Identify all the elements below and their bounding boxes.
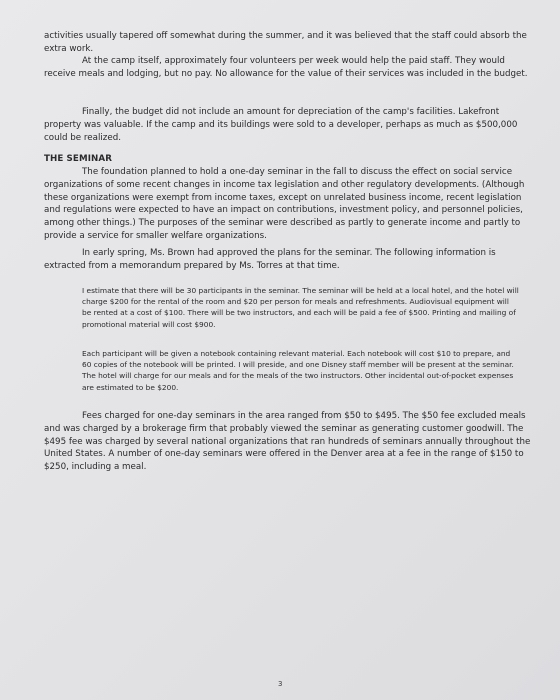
memo-paragraph-notebooks: Each participant will be given a notebook containing relevant material. Each notebook will cost $10 to prepare, and 60 copies of the notebook will be printed. I will preside, and one Disney staff member will be present at the seminar. The hotel will charge for our meals and for the meals of the two instructors. Other incidental out-of-pocket expenses are estimated to be $200.: [82, 349, 514, 392]
paragraph-fees: Fees charged for one-day seminars in the area ranged from $50 to $495. The $50 fee excluded meals and was charged by a brokerage firm that probably viewed the seminar as generating customer goodwill. The $495 fee was charged by several national organizations that ran hundreds of seminars annually throughout the United States. A number of one-day seminars were offered in the Denver area at a fee in the range of $150 to $250, including a meal.: [44, 411, 531, 473]
page-number: 3: [278, 680, 283, 688]
paragraph-approval: In early spring, Ms. Brown had approved the plans for the seminar. The following information is extracted from a memorandum prepared by Ms. Torres at that time.: [44, 248, 496, 271]
paragraph-staff: activities usually tapered off somewhat during the summer, and it was believed that the staff could absorb the extra work.: [44, 31, 527, 54]
paragraph-depreciation: Finally, the budget did not include an amount for depreciation of the camp's facilities. Lakefront property was valuable. If the camp and its buildings were sold to a developer, perhaps as much as $500,000 could be realized.: [44, 107, 518, 143]
memo-paragraph-costs: I estimate that there will be 30 participants in the seminar. The seminar will be held at a local hotel, and the hotel will charge $200 for the rental of the room and $20 per person for meals and refreshments. Audiovisual equipment will be rented at a cost of $100. There will be two instructors, and each will be paid a fee of $500. Printing and mailing of promotional material will cost $900.: [82, 286, 519, 329]
paragraph-seminar-plan: The foundation planned to hold a one-day seminar in the fall to discuss the effect on social service organizations of some recent changes in income tax legislation and other regulatory developments. (Although these organizations were exempt from income taxes, except on unrelated business income, recent legislation and regulations were expected to have an impact on contributions, investment policy, and personnel policies, among other things.) The purposes of the seminar were described as partly to generate income and partly to provide a service for smaller welfare organizations.: [44, 167, 525, 241]
paragraph-volunteers: At the camp itself, approximately four volunteers per week would help the paid staff. They would receive meals and lodging, but no pay. No allowance for the value of their services was included in the budget.: [44, 56, 528, 79]
section-heading-seminar: THE SEMINAR: [44, 154, 113, 164]
